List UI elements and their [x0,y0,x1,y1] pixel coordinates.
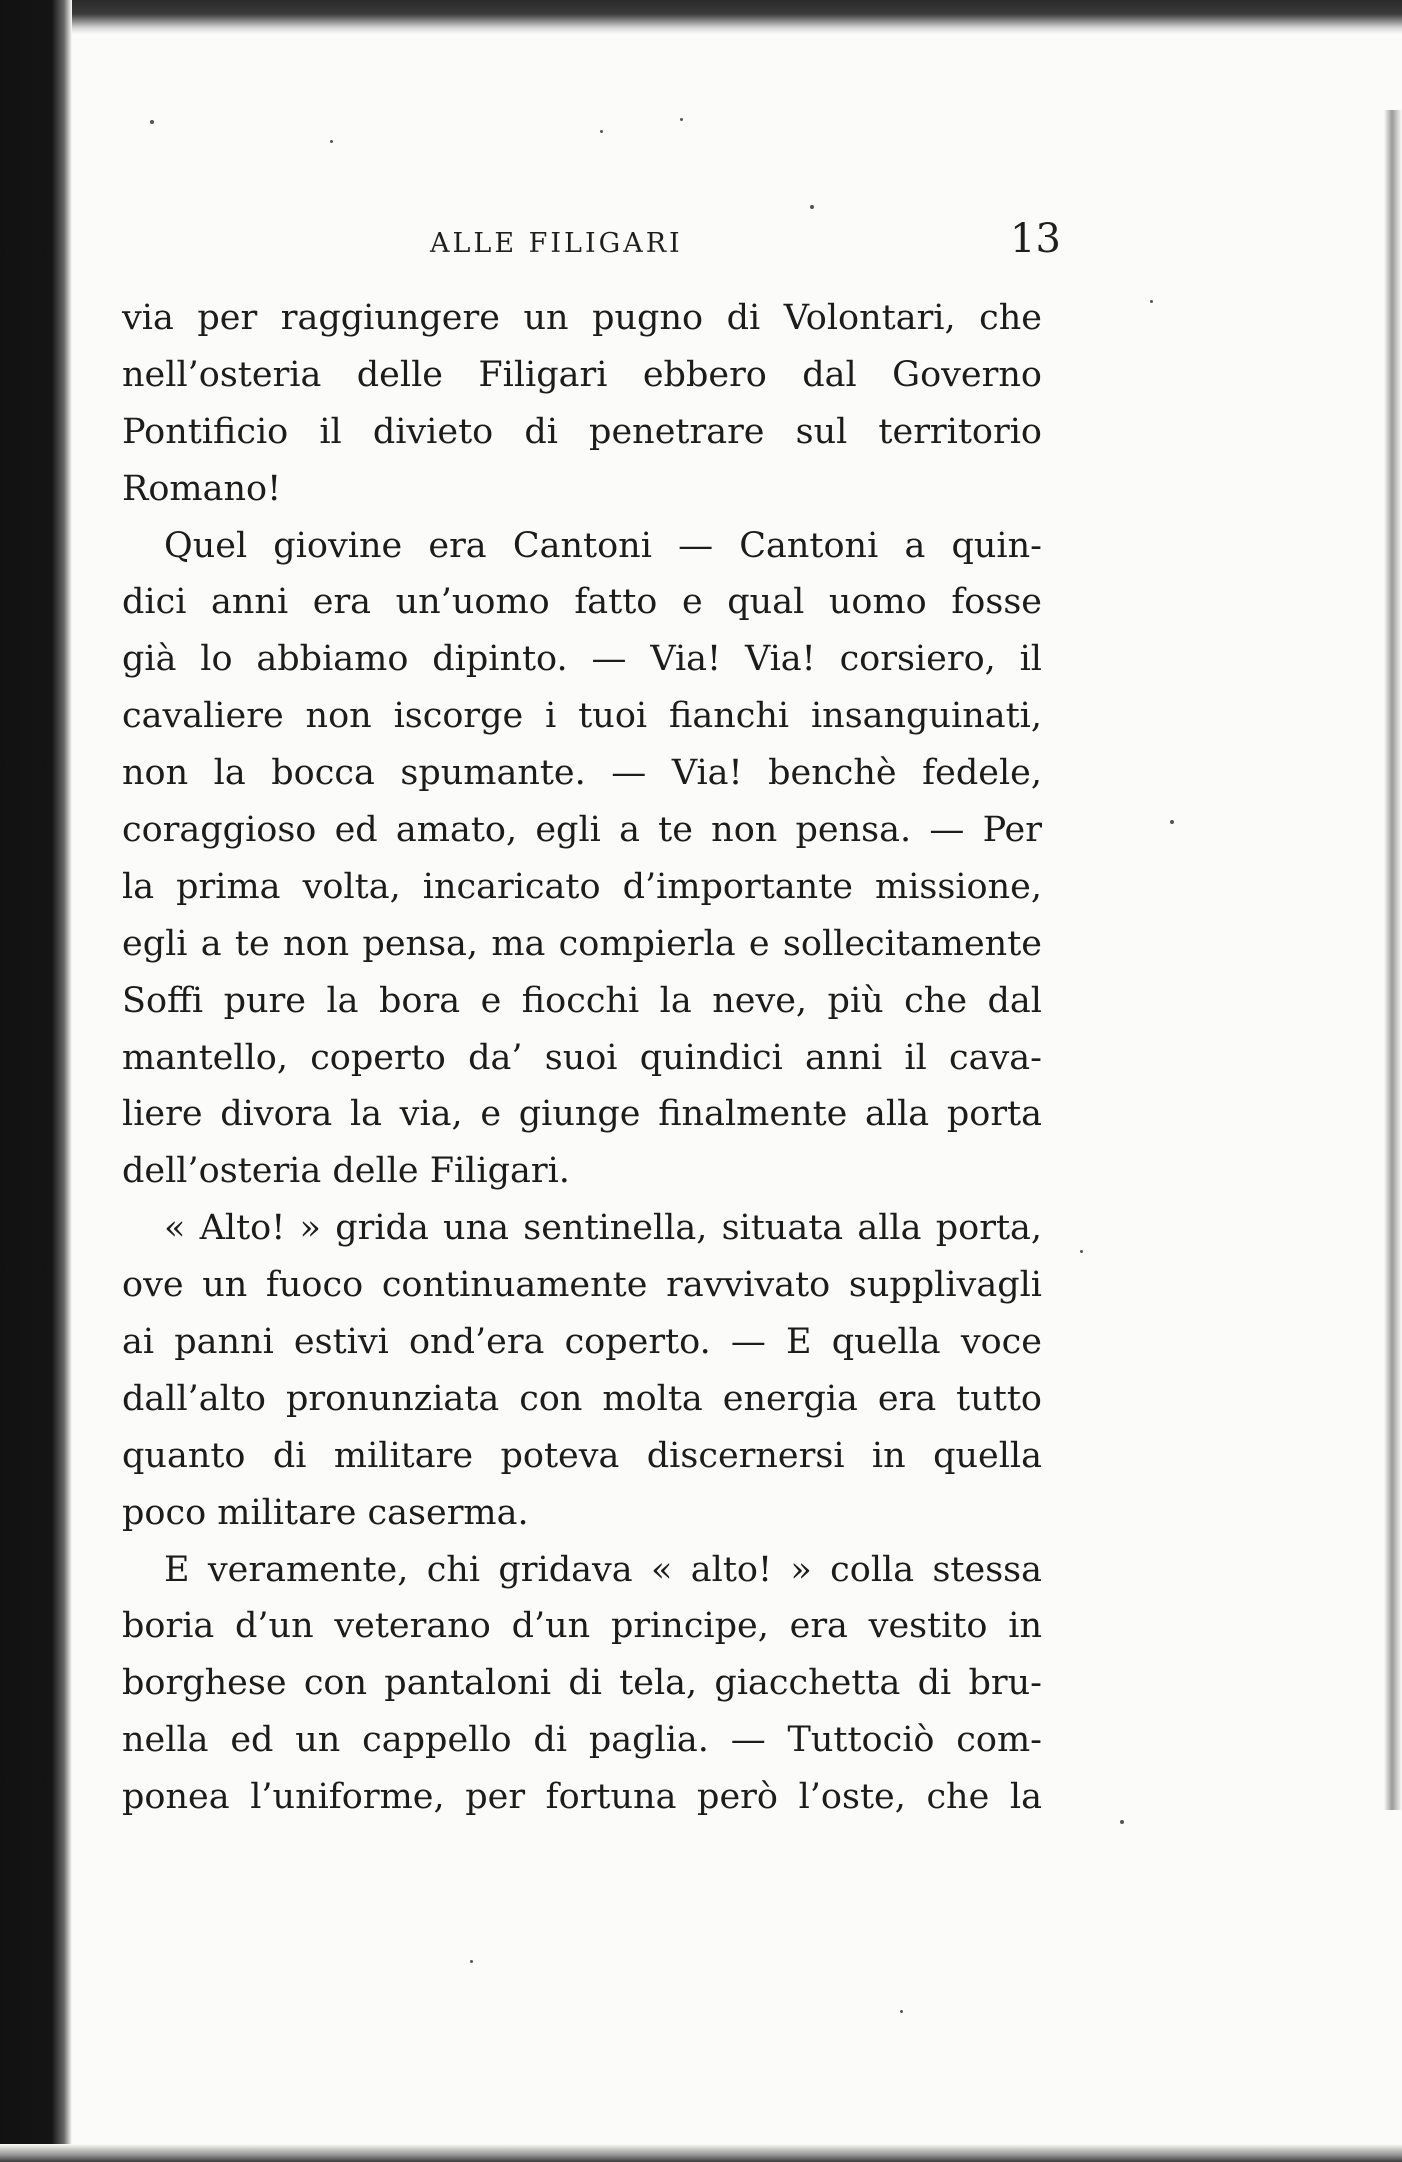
page-edge-left [0,0,72,2162]
text-line: quanto di militare poteva discernersi in quella [122,1435,1042,1476]
text-line: Pontificio il divieto di penetrare sul territorio [122,411,1042,452]
page-edge-bottom [0,2144,1402,2162]
text-line: nell’osteria delle Filigari ebbero dal Governo [122,354,1042,395]
scan-speck [330,140,333,143]
scan-speck [600,130,603,133]
scan-speck [470,1960,473,1963]
body-text [122,290,1042,1826]
scan-speck [1150,300,1153,303]
text-line: cavaliere non iscorge i tuoi fianchi insanguinati, [122,696,1042,737]
scan-speck [680,118,683,121]
text-line: ove un fuoco continuamente ravvivato supplivagli [122,1265,1042,1306]
text-line: ai panni estivi ond’era coperto. — E quella voce [122,1322,1042,1363]
text-line: dici anni era un’uomo fatto e qual uomo fosse [122,582,1042,623]
text-line: la prima volta, incaricato d’importante missione, [122,866,1042,907]
text-line: Soffi pure la bora e fiocchi la neve, più che dal [122,980,1042,1021]
text-line: dell’osteria delle Filigari. [122,1151,570,1192]
text-line: via per raggiungere un pugno di Volontari, che [122,298,1042,338]
page-number: 13 [1010,216,1061,262]
text-line: coraggioso ed amato, egli a te non pensa. — Per [122,810,1042,851]
text-line: E veramente, chi gridava « alto! » colla stessa [164,1549,1042,1590]
text-line: nella ed un cappello di paglia. — Tuttociò com- [122,1720,1042,1761]
scan-speck [810,205,814,209]
text-line: egli a te non pensa, ma compierla e sollecitamente [122,923,1042,964]
scan-speck [1170,820,1174,824]
text-line: Romano! [122,468,282,509]
text-line: già lo abbiamo dipinto. — Via! Via! corsiero, il [122,639,1042,680]
text-line: poco militare caserma. [122,1492,529,1533]
scan-speck [900,2010,903,2013]
page-edge-top [0,0,1402,34]
page-edge-right [1384,110,1402,1810]
text-line: borghese con pantaloni di tela, giacchetta di bru- [122,1663,1042,1704]
text-line: ponea l’uniforme, per fortuna però l’oste, che la [122,1777,1042,1818]
scan-speck [1120,1820,1124,1824]
running-head: ALLE FILIGARI [430,228,683,259]
scan-speck [150,120,154,124]
scan-speck [1080,1250,1083,1253]
text-line: mantello, coperto da’ suoi quindici anni il cava- [122,1037,1042,1078]
text-line: boria d’un veterano d’un principe, era vestito in [122,1606,1042,1647]
text-line: liere divora la via, e giunge finalmente alla porta [122,1094,1042,1135]
text-line: dall’alto pronunziata con molta energia era tutto [122,1378,1042,1419]
text-line: Quel giovine era Cantoni — Cantoni a quin- [164,525,1042,566]
text-line: « Alto! » grida una sentinella, situata alla porta, [164,1208,1042,1249]
text-line: non la bocca spumante. — Via! benchè fedele, [122,753,1042,794]
